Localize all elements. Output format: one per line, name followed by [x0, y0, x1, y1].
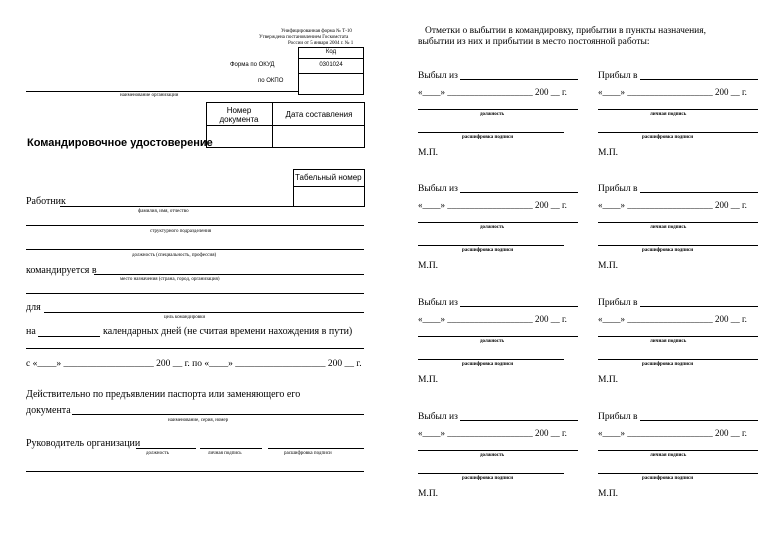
mark-2-left-stamp: М.П. — [418, 375, 439, 385]
mark-2-left-label: Выбыл из — [418, 298, 458, 308]
mark-2-right-place-line[interactable] — [640, 306, 758, 307]
mark-0-right-label: Прибыл в — [598, 71, 638, 81]
form-note-3: России от 5 января 2004 г. № 1 — [288, 41, 354, 46]
page-title: Командировочное удостоверение — [27, 137, 213, 149]
mark-3-left-caption-2: расшифровка подписи — [462, 476, 514, 481]
head-label: Руководитель организации — [26, 438, 141, 449]
doc-caption: наименование, серия, номер — [168, 418, 229, 423]
mark-2-right-date[interactable]: «____» ___________________ 200 __ г. — [598, 314, 747, 324]
mark-3-left-position-line[interactable] — [418, 450, 578, 451]
extra-line[interactable] — [26, 348, 364, 349]
bottom-line[interactable] — [26, 471, 364, 472]
mark-2-left-decode-line[interactable] — [418, 359, 564, 360]
mark-1-right-position-line[interactable] — [598, 222, 758, 223]
mark-0-right-stamp: М.П. — [598, 148, 619, 158]
mark-0-left-place-line[interactable] — [460, 79, 578, 80]
mark-2-right-caption-1: личная подпись — [650, 339, 687, 344]
destination-line-2[interactable] — [26, 293, 364, 294]
mark-1-left-label: Выбыл из — [418, 184, 458, 194]
form-note-2: Утверждена постановлением Госкомстата — [259, 35, 349, 40]
mark-0-right-caption-1: личная подпись — [650, 112, 687, 117]
document-line[interactable] — [72, 414, 364, 415]
mark-3-right-decode-line[interactable] — [598, 473, 758, 474]
destination-line[interactable] — [94, 274, 364, 275]
mark-2-right-caption-2: расшифровка подписи — [642, 362, 694, 367]
head-caption-position: должность — [146, 451, 169, 456]
mark-1-left-position-line[interactable] — [418, 222, 578, 223]
mark-0-right-decode-line[interactable] — [598, 132, 758, 133]
mark-0-left-decode-line[interactable] — [418, 132, 564, 133]
mark-3-right-position-line[interactable] — [598, 450, 758, 451]
mark-1-right-place-line[interactable] — [640, 192, 758, 193]
head-caption-signature: личная подпись — [208, 451, 242, 456]
position-line[interactable] — [26, 249, 364, 250]
mark-3-left-label: Выбыл из — [418, 412, 458, 422]
employee-caption: фамилия, имя, отчество — [138, 209, 189, 214]
mark-2-left-position-line[interactable] — [418, 336, 578, 337]
destination-caption: место назначения (страна, город, организация) — [120, 277, 220, 282]
okud-value: 0301024 — [319, 62, 343, 68]
mark-1-left-caption-2: расшифровка подписи — [462, 248, 514, 253]
mark-1-left-caption-1: должность — [480, 225, 505, 230]
tab-number-header: Табельный номер — [295, 173, 362, 182]
mark-0-left-caption-1: должность — [480, 112, 505, 117]
doc-label: документа — [26, 405, 71, 416]
mark-2-right-decode-line[interactable] — [598, 359, 758, 360]
mark-0-right-place-line[interactable] — [640, 79, 758, 80]
mark-3-right-date[interactable]: «____» ___________________ 200 __ г. — [598, 428, 747, 438]
tab-number-cell[interactable] — [294, 187, 364, 206]
mark-3-right-place-line[interactable] — [640, 420, 758, 421]
valid-text: Действительно по предъявлении паспорта или заменяющего его — [26, 389, 301, 400]
mark-1-right-caption-2: расшифровка подписи — [642, 248, 694, 253]
mark-2-left-date[interactable]: «____» ___________________ 200 __ г. — [418, 314, 567, 324]
days-input[interactable] — [38, 336, 100, 337]
mark-2-right-stamp: М.П. — [598, 375, 619, 385]
right-heading-1: Отметки о выбытии в командировку, прибытии в пункты назначения, — [425, 26, 707, 36]
form-note-1: Унифицированная форма № Т-10 — [281, 29, 352, 34]
head-caption-decode: расшифровка подписи — [284, 451, 332, 456]
mark-2-left-caption-1: должность — [480, 339, 505, 344]
mark-0-left-label: Выбыл из — [418, 71, 458, 81]
doc-number-header: Номер документа — [219, 106, 259, 124]
mark-0-right-position-line[interactable] — [598, 109, 758, 110]
mark-2-left-place-line[interactable] — [460, 306, 578, 307]
head-position-line[interactable] — [136, 448, 196, 449]
mark-1-left-place-line[interactable] — [460, 192, 578, 193]
org-caption: наименование организации — [120, 93, 179, 98]
mark-3-right-label: Прибыл в — [598, 412, 638, 422]
mark-1-left-stamp: М.П. — [418, 261, 439, 271]
mark-0-left-date[interactable]: «____» ___________________ 200 __ г. — [418, 87, 567, 97]
mark-0-right-caption-2: расшифровка подписи — [642, 135, 694, 140]
mark-3-left-caption-1: должность — [480, 453, 505, 458]
okpo-label: по ОКПО — [258, 78, 284, 84]
mark-2-left-caption-2: расшифровка подписи — [462, 362, 514, 367]
days-suffix: календарных дней (не считая времени нахождения в пути) — [103, 326, 353, 337]
mark-2-right-label: Прибыл в — [598, 298, 638, 308]
mark-3-right-caption-2: расшифровка подписи — [642, 476, 694, 481]
code-label: Код — [325, 49, 337, 55]
doc-number-cell[interactable] — [207, 126, 271, 147]
employee-label: Работник — [26, 196, 66, 207]
mark-1-left-date[interactable]: «____» ___________________ 200 __ г. — [418, 200, 567, 210]
purpose-caption: цель командировки — [164, 315, 206, 320]
employee-line[interactable] — [60, 206, 293, 207]
mark-1-right-decode-line[interactable] — [598, 245, 758, 246]
days-prefix: на — [26, 326, 36, 337]
purpose-line[interactable] — [44, 312, 364, 313]
mark-3-left-decode-line[interactable] — [418, 473, 564, 474]
sent-label: командируется в — [26, 265, 97, 276]
okud-label: Форма по ОКУД — [230, 62, 275, 68]
doc-date-cell[interactable] — [273, 126, 364, 147]
mark-1-right-stamp: М.П. — [598, 261, 619, 271]
org-name-line[interactable] — [26, 91, 298, 92]
right-heading-2: выбытии из них и прибытии в место постоянной работы: — [418, 37, 650, 47]
position-caption: должность (специальность, профессия) — [132, 253, 217, 258]
mark-0-left-position-line[interactable] — [418, 109, 578, 110]
for-label: для — [26, 302, 41, 313]
dept-line[interactable] — [26, 225, 364, 226]
head-signature-line[interactable] — [200, 448, 262, 449]
mark-2-right-position-line[interactable] — [598, 336, 758, 337]
doc-date-header: Дата составления — [285, 110, 353, 119]
mark-0-left-stamp: М.П. — [418, 148, 439, 158]
mark-1-right-caption-1: личная подпись — [650, 225, 687, 230]
mark-1-left-decode-line[interactable] — [418, 245, 564, 246]
mark-1-right-date[interactable]: «____» ___________________ 200 __ г. — [598, 200, 747, 210]
mark-3-left-place-line[interactable] — [460, 420, 578, 421]
mark-3-right-stamp: М.П. — [598, 489, 619, 499]
mark-3-left-date[interactable]: «____» ___________________ 200 __ г. — [418, 428, 567, 438]
mark-3-right-caption-1: личная подпись — [650, 453, 687, 458]
mark-3-left-stamp: М.П. — [418, 489, 439, 499]
mark-0-right-date[interactable]: «____» ___________________ 200 __ г. — [598, 87, 747, 97]
period-line[interactable]: с «____» ___________________ 200 __ г. по «____» ___________________ 200 __ г. — [26, 359, 362, 369]
mark-1-right-label: Прибыл в — [598, 184, 638, 194]
head-decode-line[interactable] — [268, 448, 364, 449]
mark-0-left-caption-2: расшифровка подписи — [462, 135, 514, 140]
dept-caption: структурного подразделения — [150, 229, 212, 234]
